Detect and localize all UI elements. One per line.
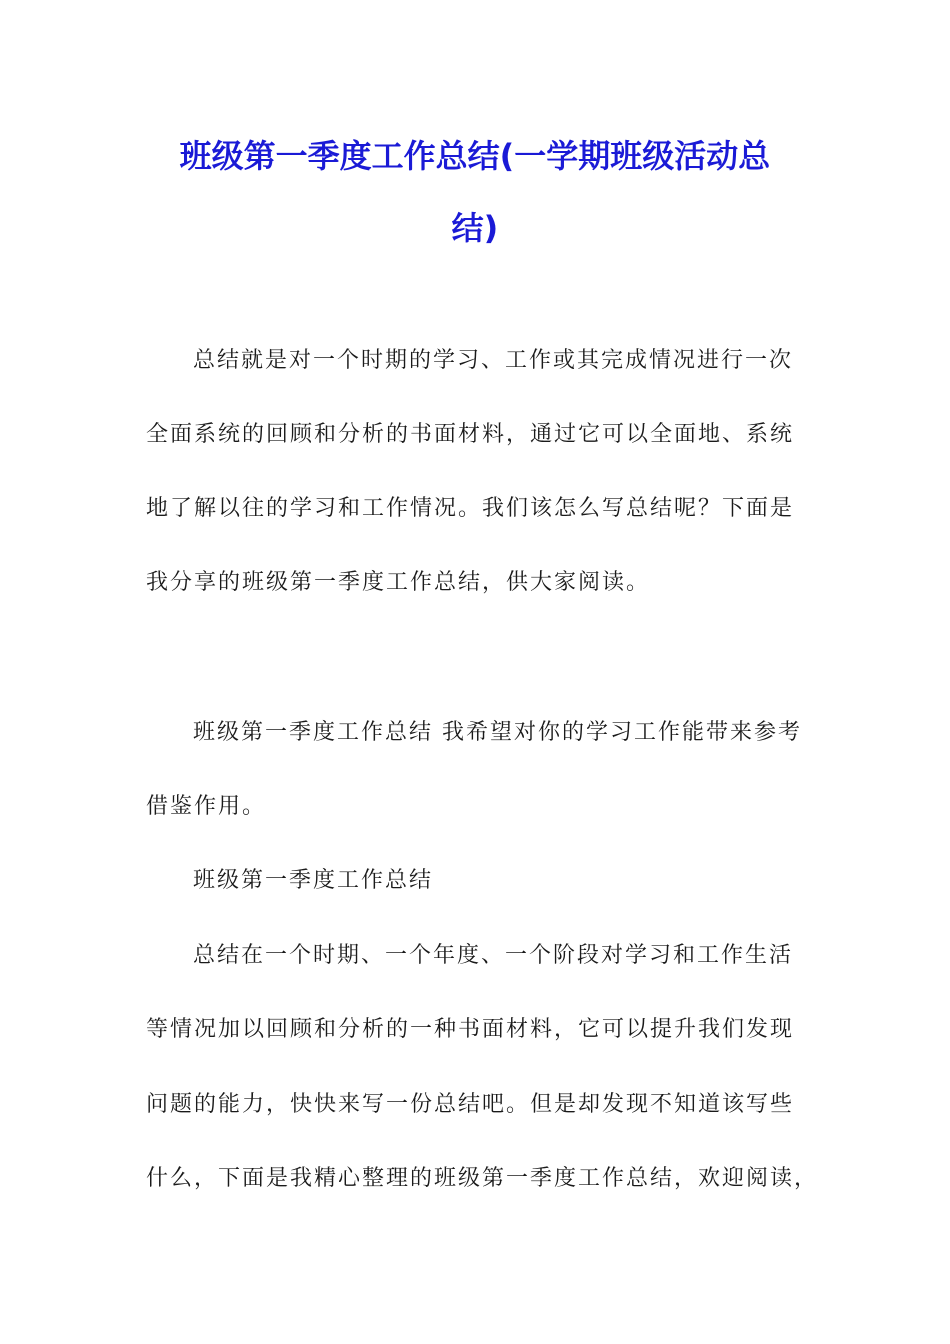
section-heading: 班级第一季度工作总结 — [193, 868, 434, 893]
paragraph-line: 什么，下面是我精心整理的班级第一季度工作总结，欢迎阅读， — [146, 1166, 819, 1191]
paragraph-line: 我分享的班级第一季度工作总结，供大家阅读。 — [146, 570, 651, 595]
paragraph-line: 地了解以往的学习和工作情况。我们该怎么写总结呢？下面是 — [146, 496, 795, 521]
paragraph-line: 总结在一个时期、一个年度、一个阶段对学习和工作生活 — [193, 943, 794, 968]
paragraph-line: 班级第一季度工作总结 我希望对你的学习工作能带来参考 — [193, 720, 802, 745]
paragraph-line: 全面系统的回顾和分析的书面材料，通过它可以全面地、系统 — [146, 422, 795, 447]
document-title-line-2: 结) — [451, 209, 499, 247]
paragraph-line: 总结就是对一个时期的学习、工作或其完成情况进行一次 — [193, 348, 794, 373]
paragraph-line: 等情况加以回顾和分析的一种书面材料，它可以提升我们发现 — [146, 1017, 795, 1042]
paragraph-line: 问题的能力，快快来写一份总结吧。但是却发现不知道该写些 — [146, 1092, 795, 1117]
document-title-line-1: 班级第一季度工作总结(一学期班级活动总 — [179, 137, 771, 175]
paragraph-line: 借鉴作用。 — [146, 794, 267, 819]
